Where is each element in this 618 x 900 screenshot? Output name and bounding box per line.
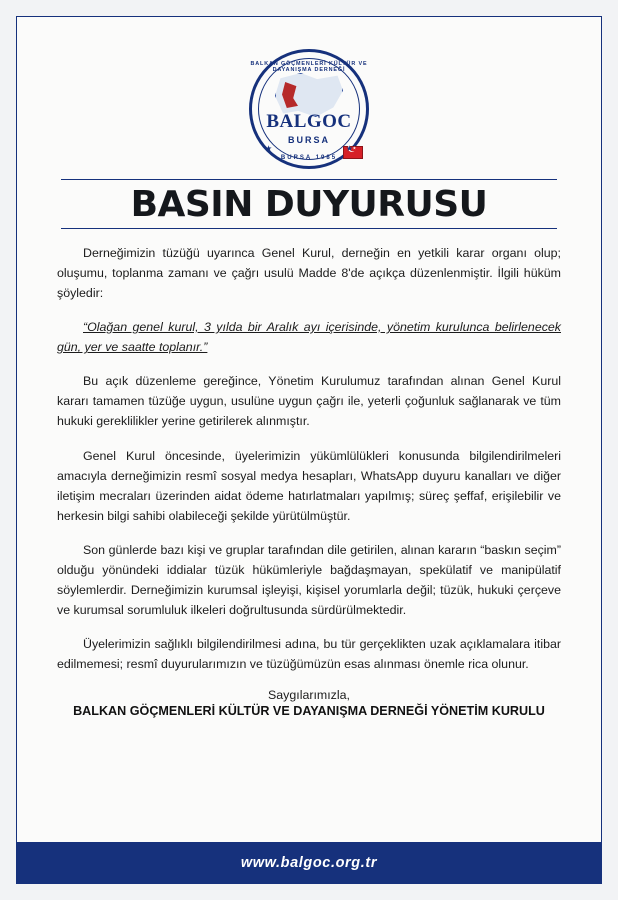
paragraph-intro: Derneğimizin tüzüğü uyarınca Genel Kurul, derneğin en yetkili karar organı olup; oluşumu, toplanma zamanı ve çağrı usulü Madde 8'de açıkça düzenlenmiştir. İlgili hüküm şöyledir:: [57, 245, 561, 300]
paragraph-4: Üyelerimizin sağlıklı bilgilendirilmesi adına, bu tür gerçeklikten uzak açıklamalara itibar edilmemesi; resmî duyurularımızın ve tüzüğümüzün esas alınması önemle rica olunur.: [57, 637, 561, 672]
document-sheet: [16, 16, 602, 861]
logo-arc-top-text: BALKAN GÖÇMENLERİ KÜLTÜR VE DAYANIŞMA DERNEĞİ: [250, 61, 368, 73]
website-link[interactable]: www.balgoc.org.tr: [240, 855, 378, 871]
star-icon: ★: [345, 144, 353, 153]
logo-sub-name: BURSA: [287, 135, 330, 145]
paragraph-1: Bu açık düzenleme gereğince, Yönetim Kurulumuz tarafından alınan Genel Kurul kararı tamamen tüzüğe uygun, usulüne uygun çağrı ile, yeterli çoğunluk sağlanarak ve tüm hukuki gereklilikler yerine getirilerek alınmıştır.: [57, 374, 561, 429]
title-bottom-divider: [61, 228, 557, 229]
paragraph-3: Son günlerde bazı kişi ve gruplar tarafından dile getirilen, alınan kararın “baskın seçim” olduğu yönündeki iddialar tüzük hükümleriyle bağdaşmayan, spekülatif ve manipülatif söylemlerdir. Derneğimizin kurumsal işleyişi, kişisel yorumlarla değil; tüzük, hukuki çerçeve ve kurumsal sorumluluk ilkeleri doğrultusunda sürdürülmektedir.: [57, 542, 561, 618]
title-top-divider: [61, 179, 557, 180]
statute-quote: “Olağan genel kurul, 3 yılda bir Aralık ayı içerisinde, yönetim kurulunca belirlenecek gün, yer ve saatte toplanır.”: [57, 320, 561, 355]
star-icon: ★: [265, 144, 273, 153]
logo-container: [57, 49, 561, 169]
logo-arc-bottom-text: BURSA 1985: [280, 155, 338, 161]
logo-brand-name: BALGOC: [266, 111, 352, 132]
balgoc-logo: [249, 49, 369, 169]
footer-bar: [16, 842, 602, 884]
page-title: BASIN DUYURUSU: [130, 184, 488, 225]
organization-name: BALKAN GÖÇMENLERİ KÜLTÜR VE DAYANIŞMA DERNEĞİ YÖNETİM KURULU: [73, 704, 545, 719]
signoff-text: Saygılarımızla,: [268, 688, 350, 703]
paragraph-2: Genel Kurul öncesinde, üyelerimizin yükümlülükleri konusunda bilgilendirilmeleri amacıyla derneğimizin resmî sosyal medya hesapları, WhatsApp duyuru kanalları ve diğer iletişim mecraları üzerinden aidat ödeme hatırlatmaları yapılmış; süreç şeffaf, erişilebilir ve herkesin bilgi sahibi olabileceği şekilde yürütülmüştür.: [57, 448, 561, 523]
announcement-body: [57, 243, 561, 719]
